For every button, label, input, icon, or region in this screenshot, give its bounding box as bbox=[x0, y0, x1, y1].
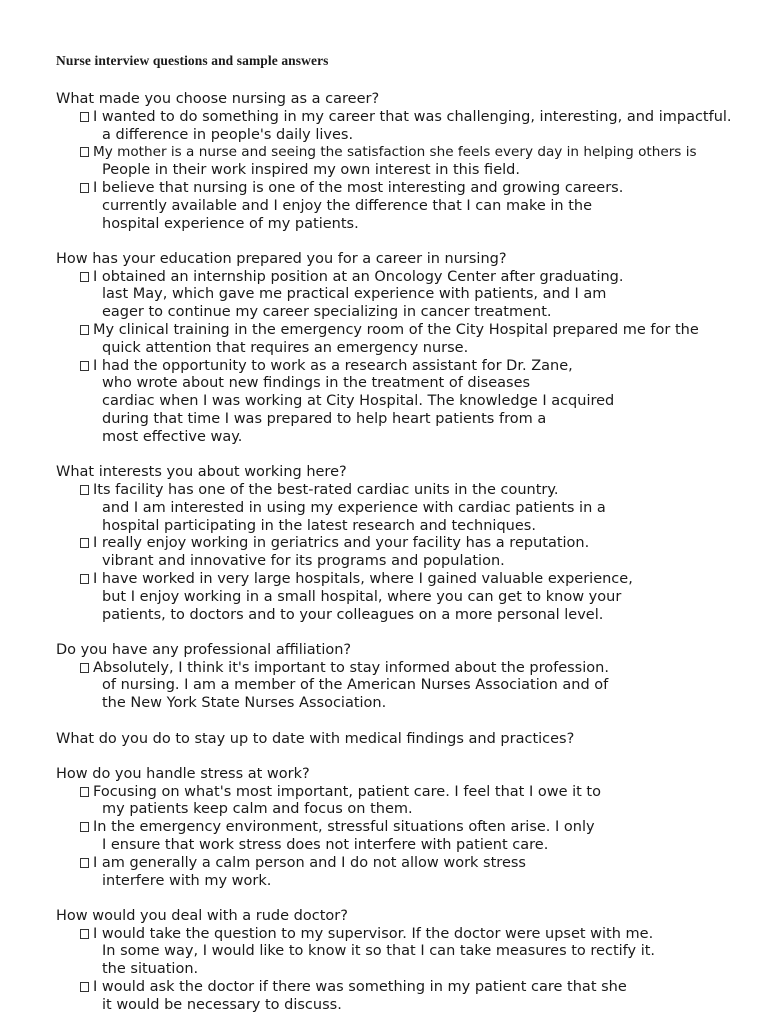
answer-line-text: quick attention that requires an emergency nurse. bbox=[102, 339, 469, 356]
answer-item bbox=[80, 144, 756, 180]
answer-line-text: hospital experience of my patients. bbox=[102, 215, 359, 232]
answer-item bbox=[80, 855, 756, 891]
answer-line-text: I would ask the doctor if there was something in my patient care that she bbox=[93, 979, 627, 996]
answer-continuation-line bbox=[80, 997, 756, 1015]
qa-section bbox=[56, 91, 756, 233]
qa-section bbox=[56, 464, 756, 624]
answer-continuation-line bbox=[80, 589, 756, 607]
answer-first-line bbox=[80, 819, 756, 837]
answer-line-text: People in their work inspired my own interest in this field. bbox=[102, 162, 520, 179]
answer-first-line bbox=[80, 269, 756, 287]
answer-continuation-line bbox=[80, 677, 756, 695]
answer-continuation-line bbox=[80, 607, 756, 625]
bullet-box-icon bbox=[80, 787, 89, 797]
bullet-box-icon bbox=[80, 982, 89, 992]
bullet-box-icon bbox=[80, 361, 89, 371]
answer-continuation-line bbox=[80, 198, 756, 216]
answer-item bbox=[80, 358, 756, 447]
answer-continuation-line bbox=[80, 961, 756, 979]
answer-continuation-line bbox=[80, 553, 756, 571]
answer-item bbox=[80, 109, 756, 145]
answer-first-line bbox=[80, 482, 756, 500]
bullet-box-icon bbox=[80, 272, 89, 282]
answer-line-text: but I enjoy working in a small hospital, where you can get to know your bbox=[102, 588, 622, 605]
answer-first-line bbox=[80, 926, 756, 944]
answer-continuation-line bbox=[80, 873, 756, 891]
answer-line-text: my patients keep calm and focus on them. bbox=[102, 801, 413, 818]
question-text: How do you handle stress at work? bbox=[56, 765, 310, 782]
answer-item bbox=[80, 571, 756, 624]
answer-line-text: My mother is a nurse and seeing the satisfaction she feels every day in helping others is bbox=[93, 144, 697, 161]
answer-item bbox=[80, 819, 756, 855]
answer-line-text: In some way, I would like to know it so that I can take measures to rectify it. bbox=[102, 943, 656, 960]
document-body bbox=[56, 91, 756, 1032]
answer-first-line bbox=[80, 358, 756, 376]
answer-line-text: eager to continue my career specializing in cancer treatment. bbox=[102, 304, 552, 321]
answer-item bbox=[80, 482, 756, 535]
answer-continuation-line bbox=[80, 216, 756, 234]
answer-first-line bbox=[80, 322, 756, 340]
answer-continuation-line bbox=[80, 375, 756, 393]
answer-line-text: I have worked in very large hospitals, where I gained valuable experience, bbox=[93, 570, 633, 587]
bullet-box-icon bbox=[80, 858, 89, 868]
qa-section bbox=[56, 731, 756, 749]
answer-line-text: I had the opportunity to work as a research assistant for Dr. Zane, bbox=[93, 357, 573, 374]
answer-line-text: I believe that nursing is one of the most interesting and growing careers. bbox=[93, 179, 624, 196]
answer-line-text: hospital participating in the latest research and techniques. bbox=[102, 517, 536, 534]
answer-continuation-line bbox=[80, 695, 756, 713]
answer-continuation-line bbox=[80, 286, 756, 304]
bullet-box-icon bbox=[80, 325, 89, 335]
bullet-box-icon bbox=[80, 822, 89, 832]
question-text: What made you choose nursing as a career? bbox=[56, 91, 380, 107]
answer-line-text: patients, to doctors and to your colleagues on a more personal level. bbox=[102, 606, 604, 623]
answer-continuation-line bbox=[80, 943, 756, 961]
answer-item bbox=[80, 784, 756, 820]
bullet-box-icon bbox=[80, 929, 89, 939]
answer-line-text: last May, which gave me practical experience with patients, and I am bbox=[102, 286, 607, 303]
question-text: Do you have any professional affiliation? bbox=[56, 641, 352, 658]
answer-line-text: vibrant and innovative for its programs and population. bbox=[102, 553, 505, 570]
qa-section bbox=[56, 766, 756, 891]
answer-continuation-line bbox=[80, 393, 756, 411]
answer-line-text: In the emergency environment, stressful situations often arise. I only bbox=[93, 819, 595, 836]
answer-line-text: I am generally a calm person and I do not allow work stress bbox=[93, 854, 526, 871]
question-text: How has your education prepared you for a career in nursing? bbox=[56, 250, 507, 267]
answer-first-line bbox=[80, 784, 756, 802]
answer-line-text: interfere with my work. bbox=[102, 872, 272, 889]
answer-line-text: Absolutely, I think it's important to stay informed about the profession. bbox=[93, 659, 609, 676]
answer-line-text: I really enjoy working in geriatrics and your facility has a reputation. bbox=[93, 535, 590, 552]
answer-item bbox=[80, 660, 756, 713]
answer-first-line bbox=[80, 535, 756, 553]
answer-line-text: who wrote about new findings in the treatment of diseases bbox=[102, 375, 531, 392]
answer-item bbox=[80, 535, 756, 571]
answer-line-text: of nursing. I am a member of the American Nurses Association and of bbox=[102, 677, 609, 694]
bullet-box-icon bbox=[80, 147, 89, 157]
answer-line-text: currently available and I enjoy the difference that I can make in the bbox=[102, 197, 593, 214]
answer-item bbox=[80, 269, 756, 322]
answer-continuation-line bbox=[80, 801, 756, 819]
answer-first-line bbox=[80, 855, 756, 873]
bullet-box-icon bbox=[80, 663, 89, 673]
answer-continuation-line bbox=[80, 304, 756, 322]
answer-item bbox=[80, 926, 756, 979]
answer-line-text: most effective way. bbox=[102, 428, 243, 445]
answer-line-text: I obtained an internship position at an Oncology Center after graduating. bbox=[93, 268, 624, 285]
bullet-box-icon bbox=[80, 538, 89, 548]
bullet-box-icon bbox=[80, 112, 89, 122]
answer-continuation-line bbox=[80, 429, 756, 447]
answer-line-text: I would take the question to my supervisor. If the doctor were upset with me. bbox=[93, 925, 654, 942]
answer-line-text: the situation. bbox=[102, 961, 199, 978]
question-text: What interests you about working here? bbox=[56, 464, 347, 481]
qa-section bbox=[56, 251, 756, 447]
answer-continuation-line bbox=[80, 411, 756, 429]
answer-item bbox=[80, 322, 756, 358]
bullet-box-icon bbox=[80, 574, 89, 584]
answer-continuation-line bbox=[80, 127, 756, 145]
answer-first-line bbox=[80, 979, 756, 997]
qa-section bbox=[56, 908, 756, 1015]
answer-continuation-line bbox=[80, 518, 756, 536]
document-title: Nurse interview questions and sample answers bbox=[56, 53, 329, 68]
bullet-box-icon bbox=[80, 485, 89, 495]
answer-line-text: a difference in people's daily lives. bbox=[102, 126, 354, 143]
answer-line-text: during that time I was prepared to help heart patients from a bbox=[102, 411, 547, 428]
question-text: How would you deal with a rude doctor? bbox=[56, 907, 348, 924]
answer-line-text: it would be necessary to discuss. bbox=[102, 996, 342, 1013]
answer-line-text: the New York State Nurses Association. bbox=[102, 695, 387, 712]
answer-line-text: I wanted to do something in my career that was challenging, interesting, and impactful. bbox=[93, 108, 732, 125]
answer-line-text: I ensure that work stress does not interfere with patient care. bbox=[102, 836, 549, 853]
answer-continuation-line bbox=[80, 162, 756, 180]
answer-first-line bbox=[80, 109, 756, 127]
question-text: What do you do to stay up to date with medical findings and practices? bbox=[56, 730, 575, 747]
answer-item bbox=[80, 180, 756, 233]
answer-continuation-line bbox=[80, 340, 756, 358]
answer-continuation-line bbox=[80, 837, 756, 855]
answer-line-text: cardiac when I was working at City Hospital. The knowledge I acquired bbox=[102, 393, 615, 410]
bullet-box-icon bbox=[80, 183, 89, 193]
answer-line-text: Focusing on what's most important, patient care. I feel that I owe it to bbox=[93, 783, 601, 800]
answer-line-text: My clinical training in the emergency room of the City Hospital prepared me for the bbox=[93, 322, 699, 339]
answer-first-line bbox=[80, 571, 756, 589]
answer-line-text: Its facility has one of the best-rated cardiac units in the country. bbox=[93, 481, 559, 498]
answer-first-line bbox=[80, 180, 756, 198]
answer-continuation-line bbox=[80, 500, 756, 518]
answer-line-text: and I am interested in using my experience with cardiac patients in a bbox=[102, 499, 606, 516]
answer-first-line bbox=[80, 144, 756, 162]
answer-first-line bbox=[80, 660, 756, 678]
answer-item bbox=[80, 979, 756, 1015]
qa-section bbox=[56, 642, 756, 713]
